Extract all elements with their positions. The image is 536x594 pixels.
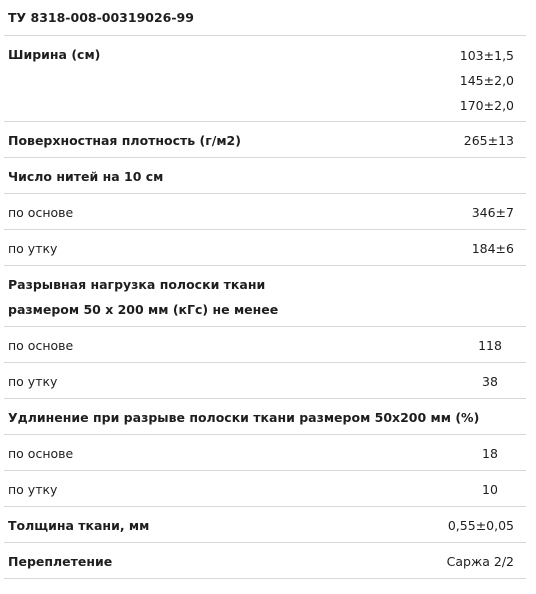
- threads-warp-value: 346±7: [471, 205, 514, 220]
- elongation-weft-row: [4, 471, 526, 507]
- width-value-2: 145±2,0: [459, 73, 514, 88]
- tensile-warp-value: 118: [478, 338, 502, 353]
- elongation-warp-label: по основе: [8, 446, 74, 461]
- threads-label: Число нитей на 10 см: [8, 169, 164, 184]
- elongation-label: Удлинение при разрыве полоски ткани размером 50х200 мм (%): [8, 410, 480, 425]
- threads-weft-value: 184±6: [471, 241, 514, 256]
- elongation-warp-row: [4, 435, 526, 471]
- elongation-weft-label: по утку: [8, 482, 58, 497]
- weave-row: [4, 543, 526, 579]
- elongation-weft-value: 10: [482, 482, 498, 497]
- thickness-label: Толщина ткани, мм: [8, 518, 150, 533]
- width-value-1: 103±1,5: [459, 48, 514, 63]
- density-row: [4, 122, 526, 158]
- tensile-warp-row: [4, 327, 526, 363]
- tensile-weft-row: [4, 363, 526, 399]
- threads-warp-label: по основе: [8, 205, 74, 220]
- tensile-row: [4, 266, 526, 327]
- tensile-label-line1: Разрывная нагрузка полоски ткани: [8, 277, 266, 292]
- spec-table: [4, 0, 526, 579]
- elongation-warp-value: 18: [482, 446, 498, 461]
- density-value: 265±13: [463, 133, 514, 148]
- weave-value: Саржа 2/2: [446, 554, 514, 569]
- width-row: [4, 36, 526, 122]
- tensile-weft-value: 38: [482, 374, 498, 389]
- spec-header-row: [4, 0, 526, 36]
- threads-weft-label: по утку: [8, 241, 58, 256]
- threads-warp-row: [4, 194, 526, 230]
- thickness-value: 0,55±0,05: [447, 518, 514, 533]
- width-value-3: 170±2,0: [459, 98, 514, 113]
- elongation-row: [4, 399, 526, 435]
- threads-weft-row: [4, 230, 526, 266]
- tensile-weft-label: по утку: [8, 374, 58, 389]
- tensile-warp-label: по основе: [8, 338, 74, 353]
- density-label: Поверхностная плотность (г/м2): [8, 133, 241, 148]
- tensile-label-line2: размером 50 х 200 мм (кГс) не менее: [8, 302, 279, 317]
- width-label: Ширина (см): [8, 47, 101, 62]
- threads-row: [4, 158, 526, 194]
- spec-code: ТУ 8318-008-00319026-99: [8, 10, 194, 25]
- thickness-row: [4, 507, 526, 543]
- weave-label: Переплетение: [8, 554, 113, 569]
